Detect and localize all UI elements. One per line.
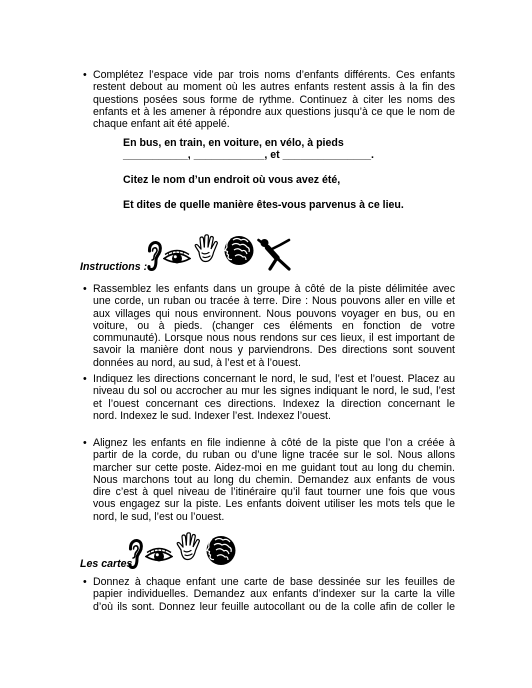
- text-line: Donnez à chaque enfant une carte de base dessinée sur les feuilles de: [93, 576, 455, 588]
- brain-icon: [204, 534, 236, 567]
- text-line: Indiquez les directions concernant le nord, le sud, l’est et l’ouest. Placez au: [93, 373, 455, 385]
- stretching-figure-icon: [256, 237, 292, 271]
- text-line: Complétez l’espace vide par trois noms d’enfants différents. Ces enfants: [93, 69, 455, 81]
- instructions-item: [93, 437, 455, 523]
- text-line: Nous marchons tout au long du chemin. Demandez aux enfants de vous: [93, 473, 455, 486]
- text-line: questions posées sous forme de rythme. Continuez à citer les noms des: [93, 93, 455, 106]
- text-line: nord, le sud, l’est ou l’ouest.: [93, 510, 225, 523]
- text-line: une corde, un ruban ou tracée à terre. Dire : Nous pouvons aller en ville et: [93, 295, 455, 308]
- instructions-item: [93, 373, 455, 422]
- text-line: données au nord, au sud, à l’est et à l’ouest.: [93, 356, 301, 369]
- text-line: voiture, ou à pieds. (changer ces éléments en fonction de votre: [93, 319, 455, 332]
- instructions-item: [93, 283, 455, 369]
- text-line: Alignez les enfants en file indienne à côté de la piste que l’on a créée à: [93, 437, 455, 449]
- text-line: enfants et à les amener à répondre aux questions jusqu’à ce que le nom de: [93, 105, 455, 118]
- bullet-glyph: •: [83, 576, 87, 588]
- exercise-line: Et dites de quelle manière êtes-vous parvenus à ce lieu.: [123, 198, 404, 211]
- eye-icon: [145, 547, 173, 564]
- text-line: d’où ils sont. Donnez leur feuille autocollant ou de la colle afin de coller le: [93, 600, 455, 613]
- text-line: et l’ouest concernant ces directions. Indexez la direction concernant le: [93, 397, 455, 410]
- section-heading-instructions: Instructions :: [80, 261, 148, 273]
- brain-icon: [222, 234, 254, 267]
- text-line: papier individuelles. Demandez aux enfants d’indexer sur la carte la ville: [93, 588, 455, 601]
- text-line: savoir la manière dont nous y parviendrons. Des directions sont souvent: [93, 344, 455, 357]
- bullet-glyph: •: [83, 283, 87, 295]
- text-line: aux villages qui nous environnent. Nous pouvons voyager en bus, ou en: [93, 307, 455, 320]
- intro-paragraph: [93, 69, 455, 130]
- text-line: dire c’est à quel niveau de l’itinéraire qu’il faut tourner une fois que vous: [93, 486, 455, 499]
- ear-icon: [146, 240, 162, 272]
- bullet-glyph: •: [83, 69, 87, 81]
- bullet-glyph: •: [83, 373, 87, 385]
- eye-icon: [163, 249, 191, 266]
- text-line: partir de la corde, du ruban ou d’une ligne tracée sur le sol. Nous allons: [93, 449, 455, 462]
- hand-icon: [176, 532, 201, 561]
- text-line: nord. Indexez le sud. Indexer l’est. Indexez l’ouest.: [93, 409, 331, 422]
- exercise-line: En bus, en train, en voiture, en vélo, à pieds: [123, 137, 344, 149]
- hand-icon: [194, 234, 219, 263]
- text-line: vous engagez sur la piste. Les enfants doivent utiliser les mots tels que le: [93, 498, 455, 511]
- exercise-blanks: ___________, ____________, et _______________.: [123, 149, 374, 162]
- text-line: Rassemblez les enfants dans un groupe à côté de la piste délimitée avec: [93, 283, 455, 295]
- text-line: marcher sur cette poste. Aidez-moi en me guidant tout au long du chemin.: [93, 461, 455, 474]
- text-line: niveau du sol ou accrocher au mur les signes indiquant le nord, le sud, l’est: [93, 385, 455, 398]
- text-line: restent debout au moment où les autres enfants restent assis à la fin des: [93, 81, 455, 94]
- bullet-glyph: •: [83, 437, 87, 449]
- exercise-line: Citez le nom d’un endroit où vous avez été,: [123, 173, 341, 186]
- section-heading-cartes: Les cartes: [80, 558, 133, 570]
- text-line: chaque enfant ait été appelé.: [93, 118, 230, 131]
- cartes-item: [93, 576, 455, 613]
- text-line: communauté). Lorsque nous nous rendons sur ces lieux, il est important de: [93, 332, 455, 345]
- ear-icon: [127, 538, 143, 570]
